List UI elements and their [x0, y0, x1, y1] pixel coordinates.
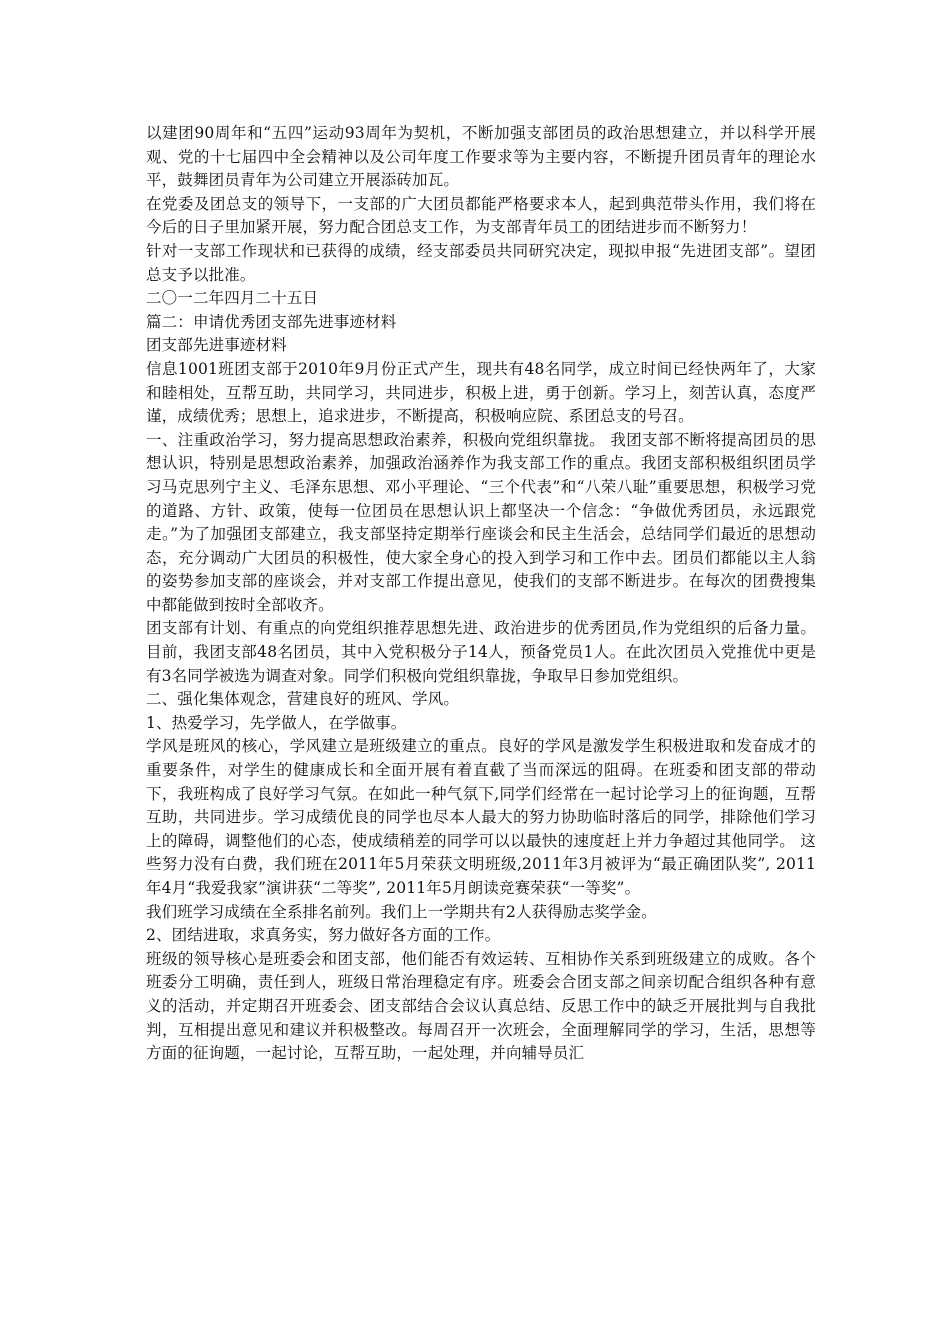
date-line: 二〇一二年四月二十五日 [146, 289, 319, 308]
subheading: 2、团结进取，求真务实，努力做好各方面的工作。 [146, 926, 501, 945]
paragraph: 团支部有计划、有重点的向党组织推荐思想先进、政治进步的优秀团员,作为党组织的后备力量。目前，我团支部48名团员，其中入党积极分子14人，预备党员1人。在此次团员入党推优中更是有3名同学被选为调查对象。同学们积极向党组织靠拢，争取早日参加党组织。 [146, 619, 816, 685]
paragraph: 班级的领导核心是班委会和团支部，他们能否有效运转、互相协作关系到班级建立的成败。各个班委分工明确，责任到人，班级日常治理稳定有序。班委会合团支部之间亲切配合组织各种有意义的活动，并定期召开班委会、团支部结合会议认真总结、反思工作中的缺乏开展批判与自我批判，互相提出意见和建议并积极整改。每周召开一次班会，全面理解同学的学习，生活，思想等方面的征询题，一起讨论，互帮互助，一起处理，并向辅导员汇 [146, 949, 816, 1063]
document-title: 团支部先进事迹材料 [146, 336, 287, 355]
paragraph: 学风是班风的核心，学风建立是班级建立的重点。良好的学风是激发学生积极进取和发奋成才的重要条件，对学生的健康成长和全面开展有着直截了当而深远的阻碍。在班委和团支部的带动下，我班构成了良好学习气氛。在如此一种气氛下,同学们经常在一起讨论学习上的征询题，互帮互助，共同进步。学习成绩优良的同学也尽本人最大的努力协助临时落后的同学，排除他们学习上的障碍，调整他们的心态，使成绩稍差的同学可以以最快的速度赶上并力争超过其他同学。 这些努力没有白费，我们班在2011年5月荣获文明班级,2011年3月被评为“最正确团队奖”, 2011年4月“我爱我家”演讲获“二等奖”, 2011年5月朗读竞赛荣获“一等奖”。 [146, 737, 816, 897]
subheading: 二、强化集体观念，营建良好的班风、学风。 [146, 690, 460, 709]
paragraph: 针对一支部工作现状和已获得的成绩，经支部委员共同研究决定，现拟申报“先进团支部”。望团总支予以批准。 [146, 241, 816, 284]
paragraph: 在党委及团总支的领导下，一支部的广大团员都能严格要求本人，起到典范带头作用，我们将在今后的日子里加紧开展，努力配合团总支工作，为支部青年员工的团结进步而不断努力！ [146, 194, 816, 237]
paragraph: 以建团90周年和“五四”运动93周年为契机，不断加强支部团员的政治思想建立，并以科学开展观、党的十七届四中全会精神以及公司年度工作要求等为主要内容，不断提升团员青年的理论水平，鼓舞团员青年为公司建立开展添砖加瓦。 [146, 124, 816, 190]
subheading: 1、热爱学习，先学做人，在学做事。 [146, 713, 407, 732]
paragraph: 一、注重政治学习，努力提高思想政治素养，积极向党组织靠拢。 我团支部不断将提高团员的思想认识，特别是思想政治素养，加强政治涵养作为我支部工作的重点。我团支部积极组织团员学习马克思列宁主义、毛泽东思想、邓小平理论、“三个代表”和“八荣八耻”重要思想，积极学习党的道路、方针、政策，使每一位团员在思想认识上都坚决一个信念：“争做优秀团员，永远跟党走。”为了加强团支部建立，我支部坚持定期举行座谈会和民主生活会，总结同学们最近的思想动态，充分调动广大团员的积极性，使大家全身心的投入到学习和工作中去。团员们都能以主人翁的姿势参加支部的座谈会，并对支部工作提出意见，使我们的支部不断进步。在每次的团费搜集中都能做到按时全部收齐。 [146, 430, 816, 614]
document-body [146, 122, 816, 1066]
paragraph: 信息1001班团支部于2010年9月份正式产生，现共有48名同学，成立时间已经快两年了，大家和睦相处，互帮互助，共同学习，共同进步，积极上进，勇于创新。学习上，刻苦认真，态度严谨，成绩优秀；思想上，追求进步，不断提高，积极响应院、系团总支的号召。 [146, 359, 816, 426]
section-heading: 篇二：申请优秀团支部先进事迹材料 [146, 312, 397, 331]
paragraph: 我们班学习成绩在全系排名前列。我们上一学期共有2人获得励志奖学金。 [146, 902, 657, 921]
